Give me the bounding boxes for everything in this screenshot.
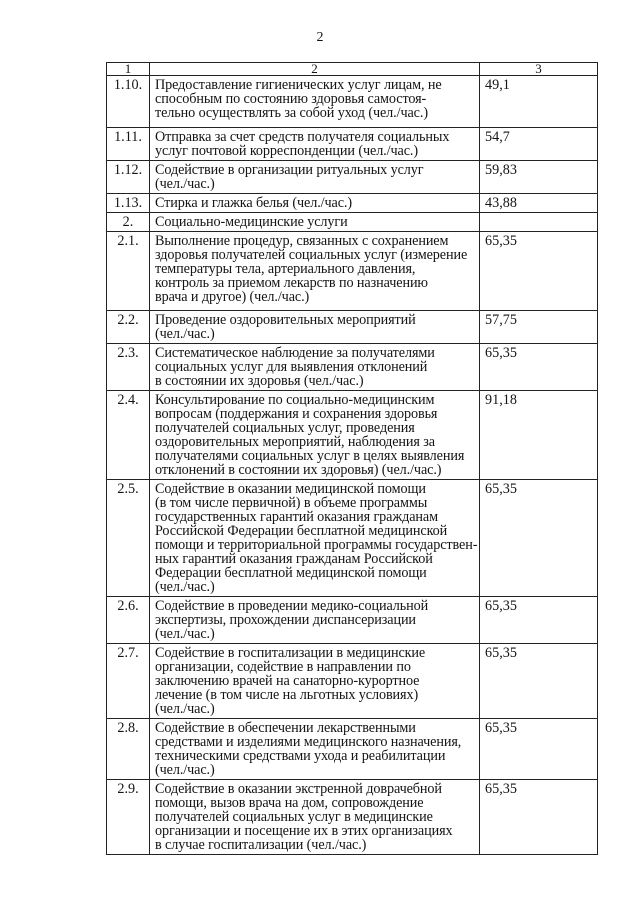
header-col-3: 3: [480, 63, 598, 76]
row-number: 2.8.: [107, 719, 150, 780]
service-name-line: организации и посещение их в этих организациях: [155, 823, 453, 839]
table-row: [107, 344, 598, 391]
service-name-line: (чел./час.): [155, 626, 215, 642]
table-row: [107, 311, 598, 344]
tariff-value: 54,7: [480, 128, 598, 161]
service-name-line: способным по состоянию здоровья самостоя-: [155, 91, 427, 107]
tariff-table: [106, 62, 598, 855]
tariff-value: 91,18: [480, 391, 598, 480]
service-name-line: получателей социальных услуг в медицинские: [155, 809, 433, 825]
service-name-line: оздоровительных мероприятий, наблюдения за: [155, 434, 435, 450]
table-row: [107, 194, 598, 213]
row-number: 2.1.: [107, 232, 150, 311]
tariff-value: 65,35: [480, 644, 598, 719]
service-name-line: Стирка и глажка белья (чел./час.): [155, 195, 353, 211]
table-row: [107, 480, 598, 597]
service-name: [150, 311, 480, 344]
tariff-value: 59,83: [480, 161, 598, 194]
service-name: [150, 194, 480, 213]
service-name-line: получателей социальных услуг, проведения: [155, 420, 415, 436]
tariff-value: 65,35: [480, 597, 598, 644]
tariff-value: 43,88: [480, 194, 598, 213]
table-body: [107, 63, 598, 855]
row-number: 2.9.: [107, 780, 150, 855]
service-name: [150, 213, 480, 232]
tariff-value: 65,35: [480, 344, 598, 391]
table-row: [107, 719, 598, 780]
tariff-value: 57,75: [480, 311, 598, 344]
service-name: [150, 161, 480, 194]
service-name: [150, 344, 480, 391]
service-name-line: лечение (в том числе на льготных условиях): [155, 687, 419, 703]
service-name-line: средствами и изделиями медицинского назначения,: [155, 734, 462, 750]
service-name-line: заключению врачей на санаторно-курортное: [155, 673, 420, 689]
service-name: [150, 780, 480, 855]
table-row: [107, 780, 598, 855]
service-name-line: услуг почтовой корреспонденции (чел./час.): [155, 143, 418, 159]
service-name-line: в случае госпитализации (чел./час.): [155, 837, 367, 853]
service-name-line: Социально-медицинские услуги: [155, 214, 348, 230]
row-number: 2.3.: [107, 344, 150, 391]
table-header-row: [107, 63, 598, 76]
row-number: 2.5.: [107, 480, 150, 597]
service-name: [150, 644, 480, 719]
service-name-line: ных гарантий оказания гражданам Российской: [155, 551, 433, 567]
header-col-1: 1: [107, 63, 150, 76]
service-name: [150, 480, 480, 597]
row-number: 2.7.: [107, 644, 150, 719]
service-name-line: в состоянии их здоровья (чел./час.): [155, 373, 364, 389]
service-name-line: здоровья получателей социальных услуг (измерение: [155, 247, 468, 263]
service-name-line: (чел./час.): [155, 701, 215, 717]
service-name-line: (чел./час.): [155, 579, 215, 595]
tariff-value: 65,35: [480, 780, 598, 855]
service-name-line: помощи, вызов врача на дом, сопровождение: [155, 795, 424, 811]
tariff-value: 49,1: [480, 76, 598, 128]
row-number: 2.6.: [107, 597, 150, 644]
service-name-line: Российской Федерации бесплатной медицинской: [155, 523, 448, 539]
service-name-line: экспертизы, прохождении диспансеризации: [155, 612, 416, 628]
table-row: [107, 161, 598, 194]
service-name-line: получателями социальных услуг в целях выявления: [155, 448, 465, 464]
service-name: [150, 128, 480, 161]
service-name-line: помощи и территориальной программы государствен-: [155, 537, 478, 553]
service-name-line: Содействие в оказании экстренной доврачебной: [155, 781, 442, 797]
service-name-line: вопросам (поддержания и сохранения здоровья: [155, 406, 438, 422]
table-row: [107, 597, 598, 644]
service-name-line: (чел./час.): [155, 762, 215, 778]
service-name-line: Систематическое наблюдение за получателями: [155, 345, 435, 361]
service-name: [150, 391, 480, 480]
service-name-line: Отправка за счет средств получателя социальных: [155, 129, 450, 145]
tariff-value: 65,35: [480, 232, 598, 311]
service-name-line: Консультирование по социально-медицинским: [155, 392, 435, 408]
service-name-line: отклонений в состоянии их здоровья) (чел./час.): [155, 462, 442, 478]
service-name-line: Федерации бесплатной медицинской помощи: [155, 565, 427, 581]
row-number: 1.10.: [107, 76, 150, 128]
service-name-line: государственных гарантий оказания гражданам: [155, 509, 438, 525]
service-name: [150, 76, 480, 128]
service-name-line: Содействие в госпитализации в медицинские: [155, 645, 426, 661]
service-name: [150, 597, 480, 644]
service-name-line: врача и другое) (чел./час.): [155, 289, 310, 305]
service-name-line: техническими средствами ухода и реабилитации: [155, 748, 446, 764]
tariff-value: 65,35: [480, 719, 598, 780]
table-row: [107, 128, 598, 161]
tariff-value: [480, 213, 598, 232]
service-name-line: Содействие в обеспечении лекарственными: [155, 720, 416, 736]
table-row: [107, 232, 598, 311]
service-name: [150, 232, 480, 311]
row-number: 2.2.: [107, 311, 150, 344]
service-name-line: Предоставление гигиенических услуг лицам, не: [155, 77, 442, 93]
row-number: 1.12.: [107, 161, 150, 194]
table-row: [107, 644, 598, 719]
header-col-2: 2: [150, 63, 480, 76]
row-number: 1.13.: [107, 194, 150, 213]
service-name-line: контроль за приемом лекарств по назначению: [155, 275, 428, 291]
service-name-line: Проведение оздоровительных мероприятий: [155, 312, 416, 328]
service-name: [150, 719, 480, 780]
row-number: 1.11.: [107, 128, 150, 161]
row-number: 2.: [107, 213, 150, 232]
service-name-line: социальных услуг для выявления отклонений: [155, 359, 428, 375]
row-number: 2.4.: [107, 391, 150, 480]
service-name-line: Выполнение процедур, связанных с сохранением: [155, 233, 449, 249]
page-number: 2: [316, 30, 324, 45]
service-name-line: организации, содействие в направлении по: [155, 659, 411, 675]
service-name-line: (в том числе первичной) в объеме программы: [155, 495, 428, 511]
table-row: [107, 213, 598, 232]
service-name-line: Содействие в проведении медико-социальной: [155, 598, 429, 614]
service-name-line: (чел./час.): [155, 176, 215, 192]
service-name-line: (чел./час.): [155, 326, 215, 342]
tariff-value: 65,35: [480, 480, 598, 597]
service-name-line: Содействие в оказании медицинской помощи: [155, 481, 426, 497]
table-row: [107, 391, 598, 480]
service-name-line: температуры тела, артериального давления,: [155, 261, 416, 277]
service-name-line: Содействие в организации ритуальных услуг: [155, 162, 424, 178]
service-name-line: тельно осуществлять за собой уход (чел./час.): [155, 105, 428, 121]
table-row: [107, 76, 598, 128]
